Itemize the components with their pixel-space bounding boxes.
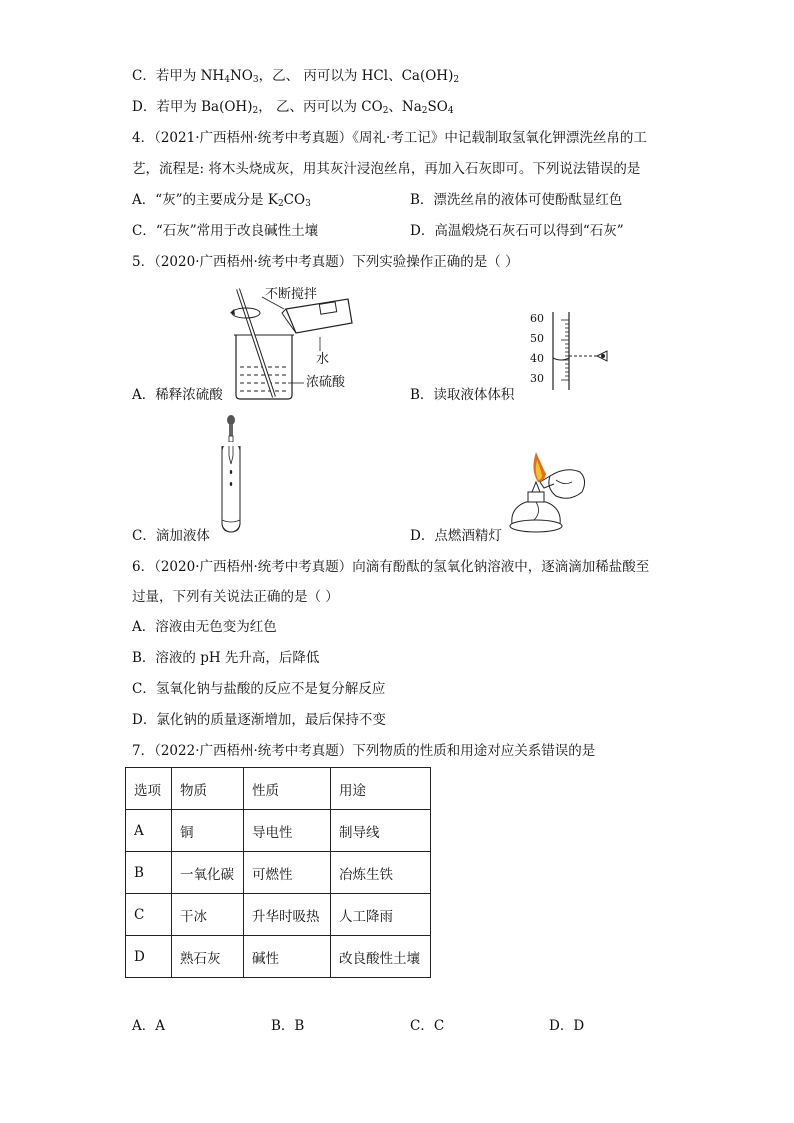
q4-stem-line2: 艺，流程是: 将木头烧成灰，用其灰汁浸泡丝帛，再加入石灰即可。下列说法错误的是 <box>132 161 641 177</box>
q4-option-c: C．“石灰”常用于改良碱性土壤 <box>132 223 319 239</box>
q7-table <box>125 767 431 978</box>
q7-option-b: B．B <box>271 1018 305 1034</box>
q6-option-c: C．氢氧化钠与盐酸的反应不是复分解反应 <box>132 681 386 697</box>
q3-option-d: D．若甲为 $Ba(OH)_2$， 乙、丙可以为 $CO_2$、$Na_2SO_4$ <box>132 99 454 116</box>
table-header-row <box>126 768 431 810</box>
q7-option-a: A．A <box>132 1018 165 1034</box>
q5-option-d: D．点燃酒精灯 <box>410 528 502 544</box>
q4-option-d: D．高温煅烧石灰石可以得到“石灰” <box>410 223 624 239</box>
table-cell: 熟石灰 <box>172 936 244 978</box>
table-cell: 改良酸性土壤 <box>331 936 431 978</box>
q4-option-a: A．“灰”的主要成分是 $K_2CO_3$ <box>132 192 311 209</box>
table-header-cell: 物质 <box>172 768 244 810</box>
table-cell: 一氧化碳 <box>172 852 244 894</box>
table-cell: 碱性 <box>244 936 331 978</box>
q5-option-c: C．滴加液体 <box>132 528 210 544</box>
q6-stem-line1: 6．（2020·广西梧州·统考中考真题）向滴有酚酞的氢氧化钠溶液中，逐滴滴加稀盐酸至 <box>132 559 650 575</box>
q3-option-c: C．若甲为 $NH_4NO_3$，乙、 丙可以为 HCl、$Ca(OH)_2$ <box>132 68 460 85</box>
fig-a-label-water: 水 <box>316 352 330 367</box>
q6-option-d: D．氯化钠的质量逐渐增加，最后保持不变 <box>132 712 386 728</box>
fig-b-tick-60: 60 <box>530 312 544 325</box>
table-row <box>126 894 431 936</box>
table-row <box>126 936 431 978</box>
table-header-cell: 选项 <box>126 768 172 810</box>
table-cell: 升华时吸热 <box>244 894 331 936</box>
q6-stem-line2: 过量，下列有关说法正确的是（ ） <box>132 589 339 605</box>
table-cell: 可燃性 <box>244 852 331 894</box>
table-cell: A <box>126 810 172 852</box>
table-cell: 制导线 <box>331 810 431 852</box>
q4-stem-line1: 4．（2021·广西梧州·统考中考真题）《周礼·考工记》中记载制取氢氧化钾漂洗丝帛的工 <box>132 130 647 146</box>
fig-b-tick-50: 50 <box>530 332 544 345</box>
q7-stem: 7．（2022·广西梧州·统考中考真题）下列物质的性质和用途对应关系错误的是 <box>132 743 596 759</box>
q6-option-b: B．溶液的 pH 先升高，后降低 <box>132 650 320 666</box>
table-cell: 干冰 <box>172 894 244 936</box>
table-cell: D <box>126 936 172 978</box>
q7-option-d: D．D <box>549 1018 585 1034</box>
table-cell: C <box>126 894 172 936</box>
figure-alcohol-lamp <box>506 446 592 536</box>
q7-option-c: C．C <box>410 1018 445 1034</box>
fig-a-label-acid: 浓硫酸 <box>306 375 346 390</box>
fig-b-tick-30: 30 <box>530 372 544 385</box>
q6-option-a: A．溶液由无色变为红色 <box>132 619 277 635</box>
q5-option-a: A．稀释浓硫酸 <box>132 387 223 403</box>
table-cell: 铜 <box>172 810 244 852</box>
fig-b-tick-40: 40 <box>530 352 544 365</box>
table-cell: 导电性 <box>244 810 331 852</box>
q5-stem: 5．（2020·广西梧州·统考中考真题）下列实验操作正确的是（ ） <box>132 254 519 270</box>
table-header-cell: 性质 <box>244 768 331 810</box>
q5-option-b: B．读取液体体积 <box>410 387 515 403</box>
table-header-cell: 用途 <box>331 768 431 810</box>
table-row <box>126 852 431 894</box>
q4-option-b: B．漂洗丝帛的液体可使酚酞显红色 <box>410 192 623 208</box>
figure-drop-liquid <box>216 412 246 536</box>
table-cell: 冶炼生铁 <box>331 852 431 894</box>
table-row <box>126 810 431 852</box>
table-cell: 人工降雨 <box>331 894 431 936</box>
table-cell: B <box>126 852 172 894</box>
fig-a-label-stir: 不断搅拌 <box>265 287 318 302</box>
